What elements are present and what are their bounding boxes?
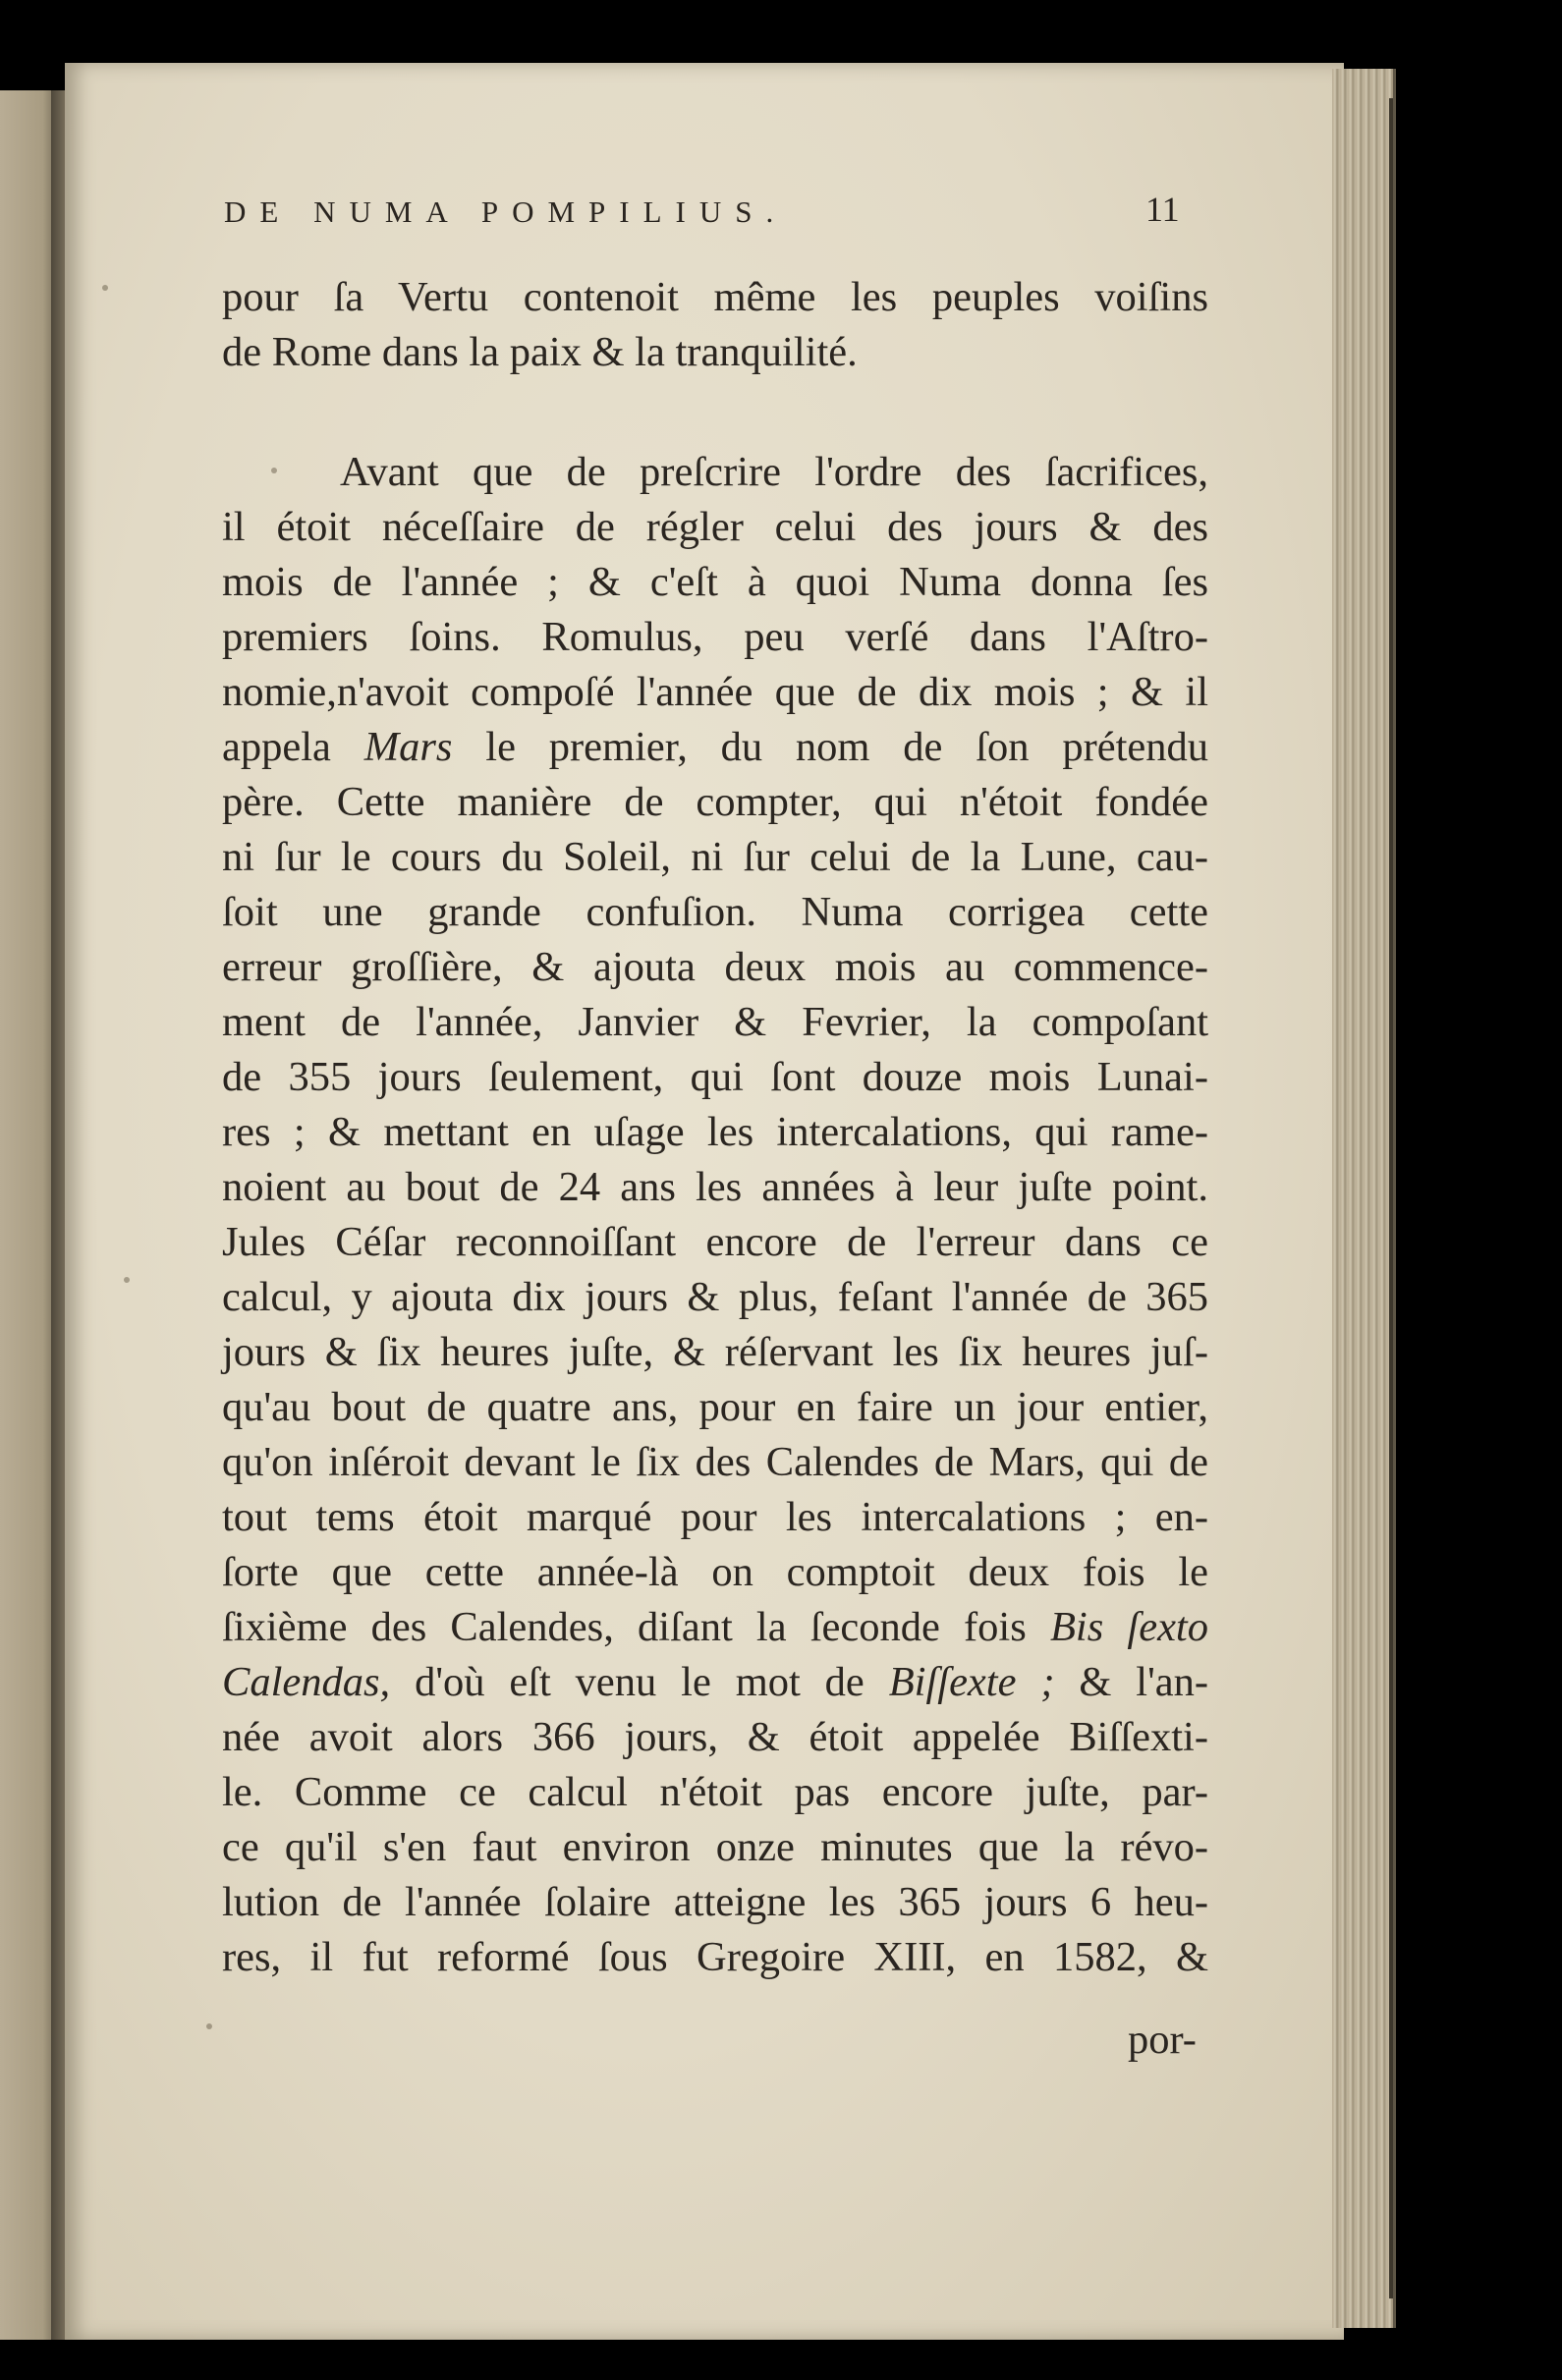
text-line: Jules Céſar reconnoiſſant encore de l'erreur dans ce (222, 1219, 1208, 1265)
text-line: ni ſur le cours du Soleil, ni ſur celui de la Lune, cau- (222, 834, 1208, 880)
text-line: tout tems étoit marqué pour les intercalations ; en- (222, 1494, 1208, 1540)
text-segment: appela (222, 724, 331, 770)
paper-spot (206, 2023, 212, 2029)
text-line: noient au bout de 24 ans les années à leur juſte point. (222, 1164, 1208, 1210)
text-line (222, 1603, 1208, 1658)
running-title: DE NUMA POMPILIUS. (224, 194, 788, 229)
text-line: erreur groſſière, & ajouta deux mois au commence- (222, 944, 1208, 990)
page-header (224, 190, 1206, 234)
text-line (222, 1658, 1208, 1713)
text-line: qu'on inſéroit devant le ſix des Calendes de Mars, qui de (222, 1439, 1208, 1485)
text-line: calcul, y ajouta dix jours & plus, feſant l'année de 365 (222, 1274, 1208, 1320)
text-line: ce qu'il s'en faut environ onze minutes que la révo- (222, 1824, 1208, 1870)
text-line: le. Comme ce calcul n'étoit pas encore juſte, par- (222, 1769, 1208, 1815)
text-line (222, 723, 1208, 778)
text-line: de 355 jours ſeulement, qui ſont douze mois Lunai- (222, 1054, 1208, 1100)
text-segment: & l'an- (1079, 1659, 1209, 1705)
text-line: née avoit alors 366 jours, & étoit appelée Biſſexti- (222, 1714, 1208, 1760)
italic-term: Calendas, (222, 1659, 391, 1705)
italic-term: Bis ſexto (1049, 1604, 1208, 1650)
text-line: pour ſa Vertu contenoit même les peuples voiſins (222, 274, 1208, 320)
italic-term: Mars (363, 724, 453, 770)
paper-spot (102, 285, 108, 291)
page-number: 11 (1145, 190, 1180, 229)
text-line: il étoit néceſſaire de régler celui des jours & des (222, 504, 1208, 550)
paper-spot (271, 468, 277, 473)
text-line: res ; & mettant en uſage les intercalations, qui rame- (222, 1109, 1208, 1155)
text-segment: le premier, du nom de ſon prétendu (485, 724, 1209, 770)
text-line: Avant que de preſcrire l'ordre des ſacrifices, (340, 449, 1208, 495)
text-line: père. Cette manière de compter, qui n'étoit fondée (222, 779, 1208, 825)
text-line: ment de l'année, Janvier & Fevrier, la compoſant (222, 999, 1208, 1045)
text-line: ſoit une grande confuſion. Numa corrigea cette (222, 889, 1208, 935)
text-line: ſorte que cette année-là on comptoit deux fois le (222, 1549, 1208, 1595)
text-line: premiers ſoins. Romulus, peu verſé dans l'Aſtro- (222, 614, 1208, 660)
text-segment: d'où eſt venu le mot de (415, 1659, 865, 1705)
text-line: res, il fut reformé ſous Gregoire XIII, en 1582, & (222, 1934, 1208, 1980)
italic-term: Biſſexte ; (888, 1659, 1055, 1705)
catchword: por- (1128, 2017, 1197, 2063)
text-line: qu'au bout de quatre ans, pour en faire un jour entier, (222, 1384, 1208, 1430)
text-line: de Rome dans la paix & la tranquilité. (222, 329, 858, 375)
text-line: nomie,n'avoit compoſé l'année que de dix mois ; & il (222, 669, 1208, 715)
text-line: lution de l'année ſolaire atteigne les 365 jours 6 heu- (222, 1879, 1208, 1925)
text-line: mois de l'année ; & c'eſt à quoi Numa donna ſes (222, 559, 1208, 605)
text-line: jours & ſix heures juſte, & réſervant les ſix heures juſ- (222, 1329, 1208, 1375)
paper-spot (124, 1277, 130, 1283)
text-segment: ſixième des Calendes, diſant la ſeconde fois (222, 1604, 1027, 1650)
page-fore-edge (1332, 69, 1396, 2328)
